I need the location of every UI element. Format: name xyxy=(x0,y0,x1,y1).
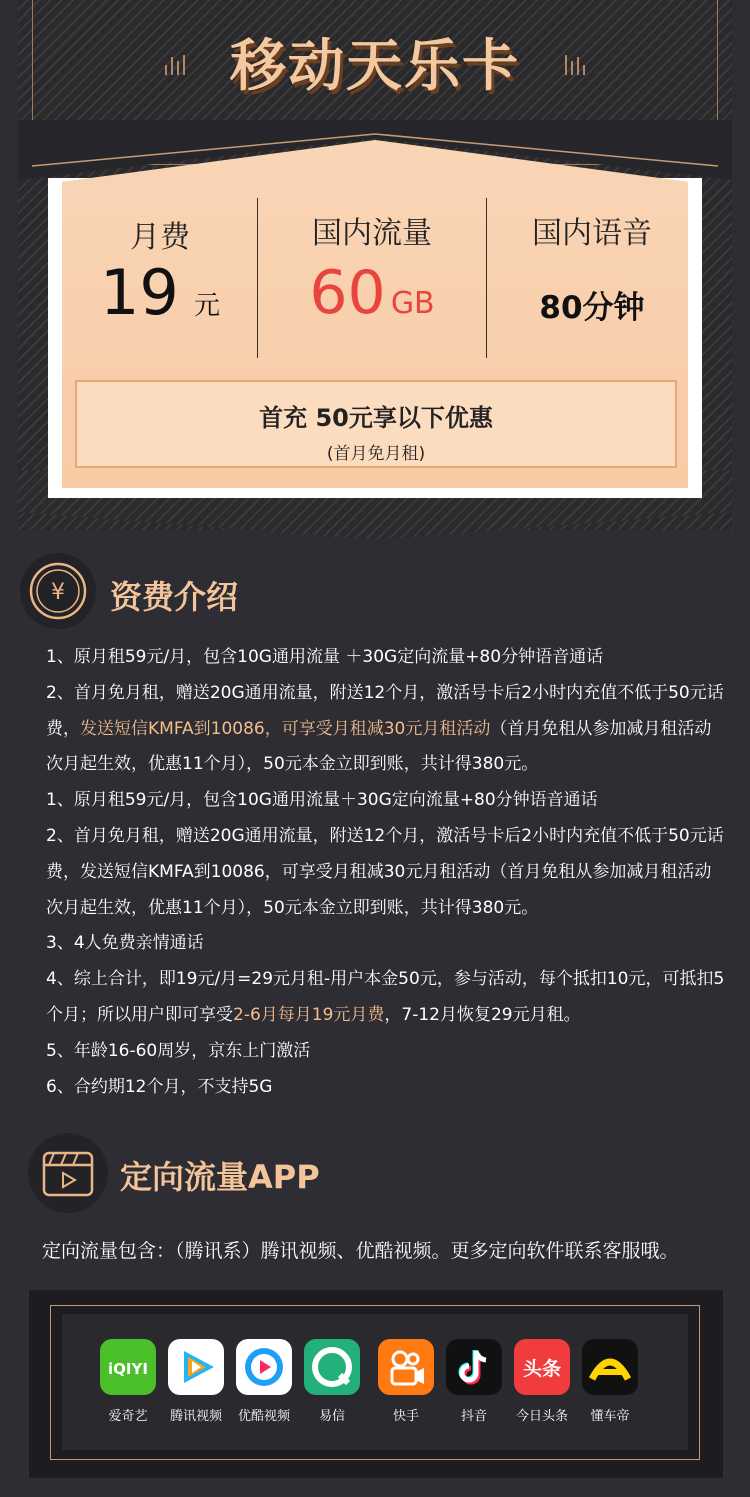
youku-icon xyxy=(236,1339,292,1395)
dongchedi-icon xyxy=(582,1339,638,1395)
app-item[interactable] xyxy=(444,1339,504,1424)
tariff-text: 4、综上合计，即19元/月=29元月租-用户本金50元，参与活动，每个抵扣10元，可抵扣5个月；所以用户即可享受 xyxy=(46,969,725,1025)
promo-box xyxy=(75,380,677,468)
tariff-text: 2、首月免月租，赠送20G通用流量，附送12个月，激活号卡后2小时内充值不低于50元话费， xyxy=(46,682,724,739)
app-item[interactable] xyxy=(376,1339,436,1424)
tariff-text: ，7-12月恢复29元月租。 xyxy=(384,1004,581,1025)
data-unit: GB xyxy=(390,286,435,321)
app-item[interactable] xyxy=(98,1339,158,1424)
tariff-text: 5、年龄16-60周岁，京东上门激活 xyxy=(46,1040,311,1061)
app-name: 优酷视频 xyxy=(237,1409,290,1424)
app-name: 抖音 xyxy=(460,1409,487,1424)
svg-text:¥: ¥ xyxy=(51,580,65,605)
fee-value: 19 xyxy=(99,256,179,329)
data-value: 60 xyxy=(309,258,386,328)
iqiyi-icon xyxy=(100,1339,156,1395)
tariff-item xyxy=(46,819,726,926)
douyin-icon xyxy=(446,1339,502,1395)
app-name: 快手 xyxy=(392,1409,419,1424)
svg-text:头条: 头条 xyxy=(522,1358,562,1380)
app-name: 爱奇艺 xyxy=(108,1409,148,1424)
tencent-video-icon xyxy=(168,1339,224,1395)
tariff-section-title: 资费介绍 xyxy=(110,578,239,616)
toutiao-icon xyxy=(514,1339,570,1395)
app-item[interactable] xyxy=(512,1339,572,1424)
clapper-icon-badge xyxy=(28,1133,108,1213)
svg-text:iQIYI: iQIYI xyxy=(108,1360,148,1378)
tariff-item xyxy=(46,676,726,783)
yen-icon-badge xyxy=(20,553,96,629)
apps-row xyxy=(98,1339,658,1429)
app-name: 今日头条 xyxy=(515,1409,568,1424)
apps-section-title: 定向流量APP xyxy=(120,1158,320,1196)
voice-value: 80分钟 xyxy=(539,290,645,326)
video-clapper-icon xyxy=(28,1133,108,1213)
tariff-text: 1、原月租59元/月，包含10G通用流量＋30G定向流量+80分钟语音通话 xyxy=(46,790,598,811)
tariff-item xyxy=(46,1070,726,1106)
fee-value-group xyxy=(62,256,258,329)
data-value-group xyxy=(258,258,486,328)
app-item[interactable] xyxy=(302,1339,362,1424)
data-label: 国内流量 xyxy=(312,216,432,251)
app-name: 易信 xyxy=(318,1409,345,1424)
kuaishou-icon xyxy=(378,1339,434,1395)
tariff-list xyxy=(46,640,726,1105)
tariff-text: 1、原月租59元/月，包含10G通用流量 ＋30G定向流量+80分钟语音通话 xyxy=(46,647,604,667)
tariff-item xyxy=(46,926,726,962)
tariff-text: 2、首月免月租，赠送20G通用流量，附送12个月，激活号卡后2小时内充值不低于50元话费，发送短信KMFA到10086，可享受月租减30元月租活动（首月免租从参加减月租活动次月起生效，优惠11个月），50元本金立即到账，共计得380元。 xyxy=(46,825,724,918)
tariff-item xyxy=(46,962,726,1034)
app-name: 懂车帝 xyxy=(590,1409,630,1424)
tariff-highlight: 发送短信KMFA到10086，可享受月租减30元月租活动 xyxy=(80,718,491,739)
app-item[interactable] xyxy=(234,1339,294,1424)
tariff-item xyxy=(46,1034,726,1070)
yen-icon xyxy=(20,553,96,629)
app-name: 腾讯视频 xyxy=(169,1409,222,1424)
apps-intro: 定向流量包含：（腾讯系）腾讯视频、优酷视频。更多定向软件联系客服哦。 xyxy=(42,1240,679,1262)
page-title: 移动天乐卡 xyxy=(230,34,520,99)
promo-sub: (首月免月租) xyxy=(326,444,426,464)
card-cap-line xyxy=(18,120,732,180)
tariff-highlight: 2-6月每月19元月费 xyxy=(233,1004,385,1025)
tariff-text: （首月免租从参加减月租活动次月起生效，优惠11个月），50元本金立即到账，共计得380元。 xyxy=(46,718,712,775)
tariff-text: 6、合约期12个月，不支持5G xyxy=(46,1076,273,1097)
voice-label: 国内语音 xyxy=(532,216,652,251)
fee-unit: 元 xyxy=(193,291,220,321)
promo-main: 首充 50元享以下优惠 xyxy=(259,404,493,432)
yixin-icon xyxy=(304,1339,360,1395)
app-item[interactable] xyxy=(166,1339,226,1424)
tariff-item xyxy=(46,640,726,676)
app-item[interactable] xyxy=(580,1339,640,1424)
tariff-item xyxy=(46,783,726,819)
fee-label: 月费 xyxy=(130,220,190,255)
tariff-text: 3、4人免费亲情通话 xyxy=(46,933,204,954)
